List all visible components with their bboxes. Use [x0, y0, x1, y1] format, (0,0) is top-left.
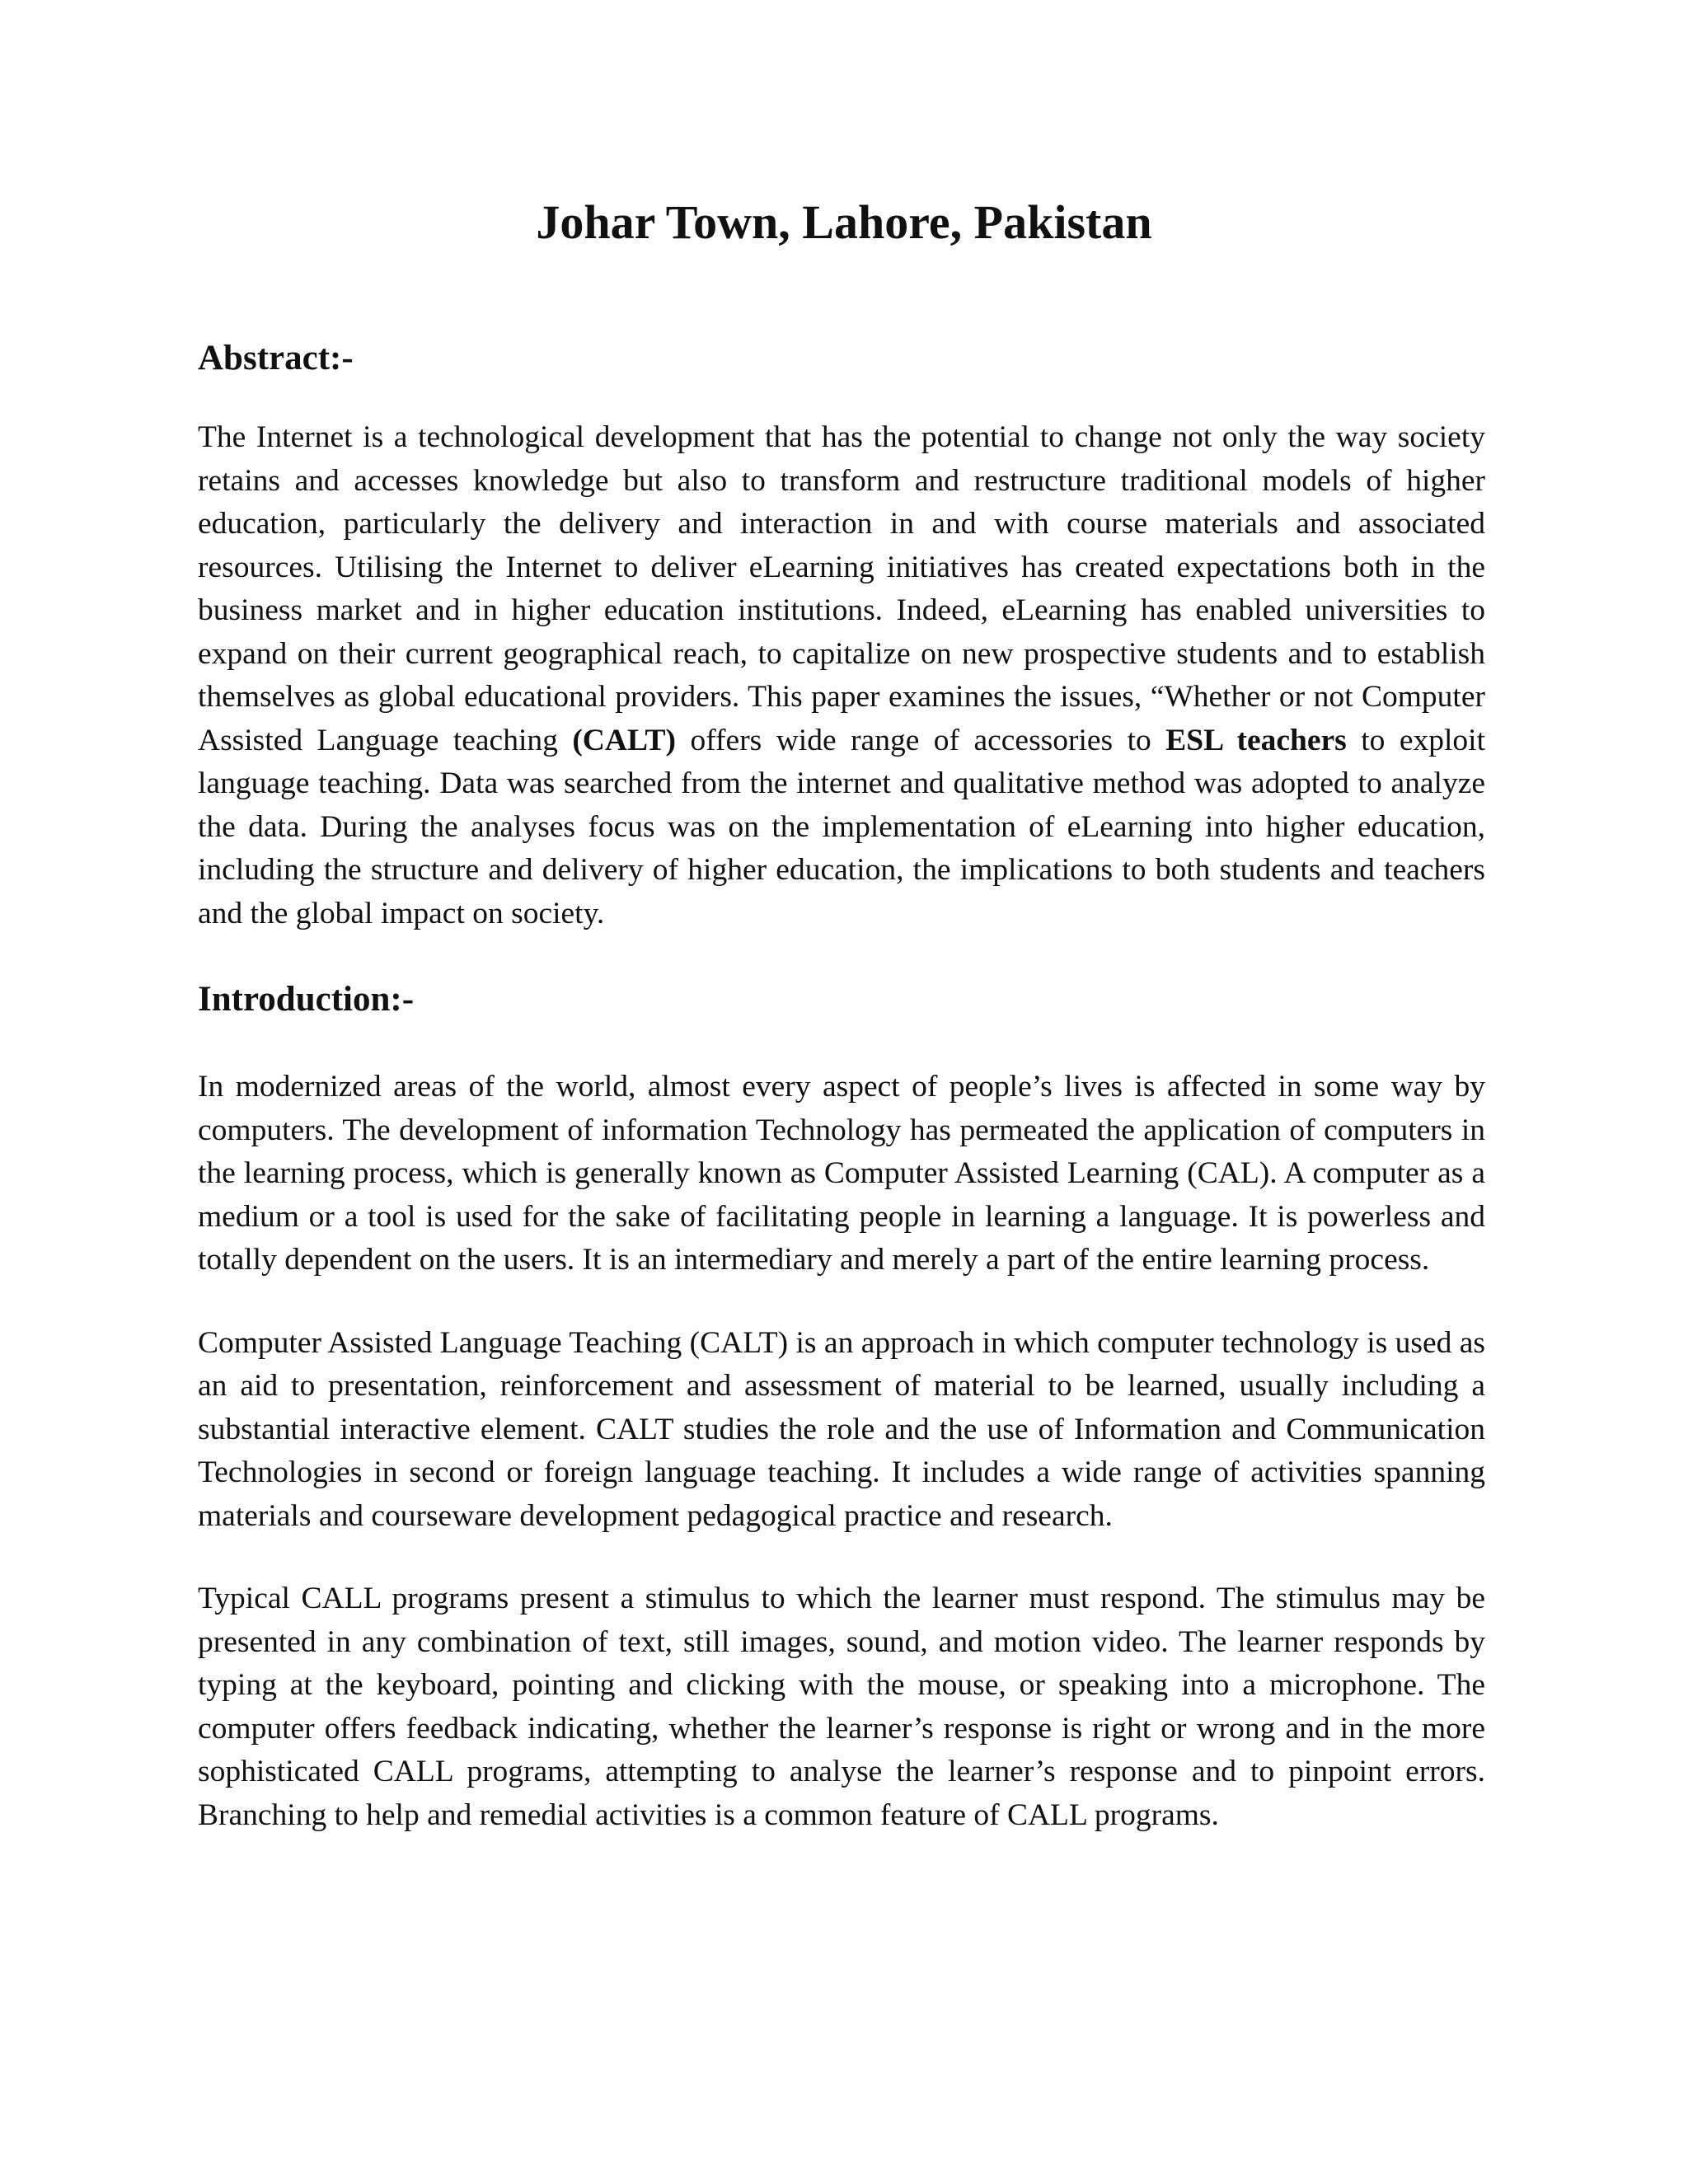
introduction-heading: Introduction:-	[198, 980, 415, 1019]
abstract-heading: Abstract:-	[198, 339, 354, 377]
page-title: Johar Town, Lahore, Pakistan	[536, 195, 1152, 249]
introduction-paragraph-3: Typical CALL programs present a stimulus to which the learner must respond. The stimulus may be presented in any combination of text, still images, sound, and motion video. The learner responds by typing at the keyboard, pointing and clicking with the mouse, or speaking into a microphone. The computer offers feedback indicating, whether the learner’s response is right or wrong and in the more sophisticated CALL programs, attempting to analyse the learner’s response and to pinpoint errors. Branching to help and remedial activities is a common feature of CALL programs.	[198, 1582, 1485, 1832]
abstract-bold-calt: (CALT)	[572, 723, 677, 757]
introduction-paragraph-1: In modernized areas of the world, almost every aspect of people’s lives is affected in some way by computers. The development of information Technology has permeated the application of computers in the learning process, which is generally known as Computer Assisted Learning (CAL). A computer as a medium or a tool is used for the sake of facilitating people in learning a language. It is powerless and totally dependent on the users. It is an intermediary and merely a part of the entire learning process.	[198, 1070, 1485, 1277]
abstract-paragraph	[198, 416, 1485, 935]
introduction-paragraph-2: Computer Assisted Language Teaching (CALT) is an approach in which computer technology is used as an aid to presentation, reinforcement and assessment of material to be learned, usually including a substantial interactive element. CALT studies the role and the use of Information and Communication Technologies in second or foreign language teaching. It includes a wide range of activities spanning materials and courseware development pedagogical practice and research.	[198, 1325, 1485, 1533]
abstract-text-2: offers wide range of accessories to	[676, 723, 1166, 757]
abstract-text-3: to exploit language teaching. Data was searched from the internet and qualitative method was adopted to analyze the data. During the analyses focus was on the implementation of eLearning into higher education, including the structure and delivery of higher education, the implications to both students and teachers and the global impact on society.	[198, 723, 1485, 930]
abstract-text-1: The Internet is a technological development that has the potential to change not only the way society retains and accesses knowledge but also to transform and restructure traditional models of higher education, particularly the delivery and interaction in and with course materials and associated resources. Utilising the Internet to deliver eLearning initiatives has created expectations both in the business market and in higher education institutions. Indeed, eLearning has enabled universities to expand on their current geographical reach, to capitalize on new prospective students and to establish themselves as global educational providers. This paper examines the issues, “Whether or not Computer Assisted Language teaching	[198, 420, 1485, 757]
abstract-bold-esl-teachers: ESL teachers	[1165, 723, 1347, 757]
document-body	[198, 334, 1485, 1837]
